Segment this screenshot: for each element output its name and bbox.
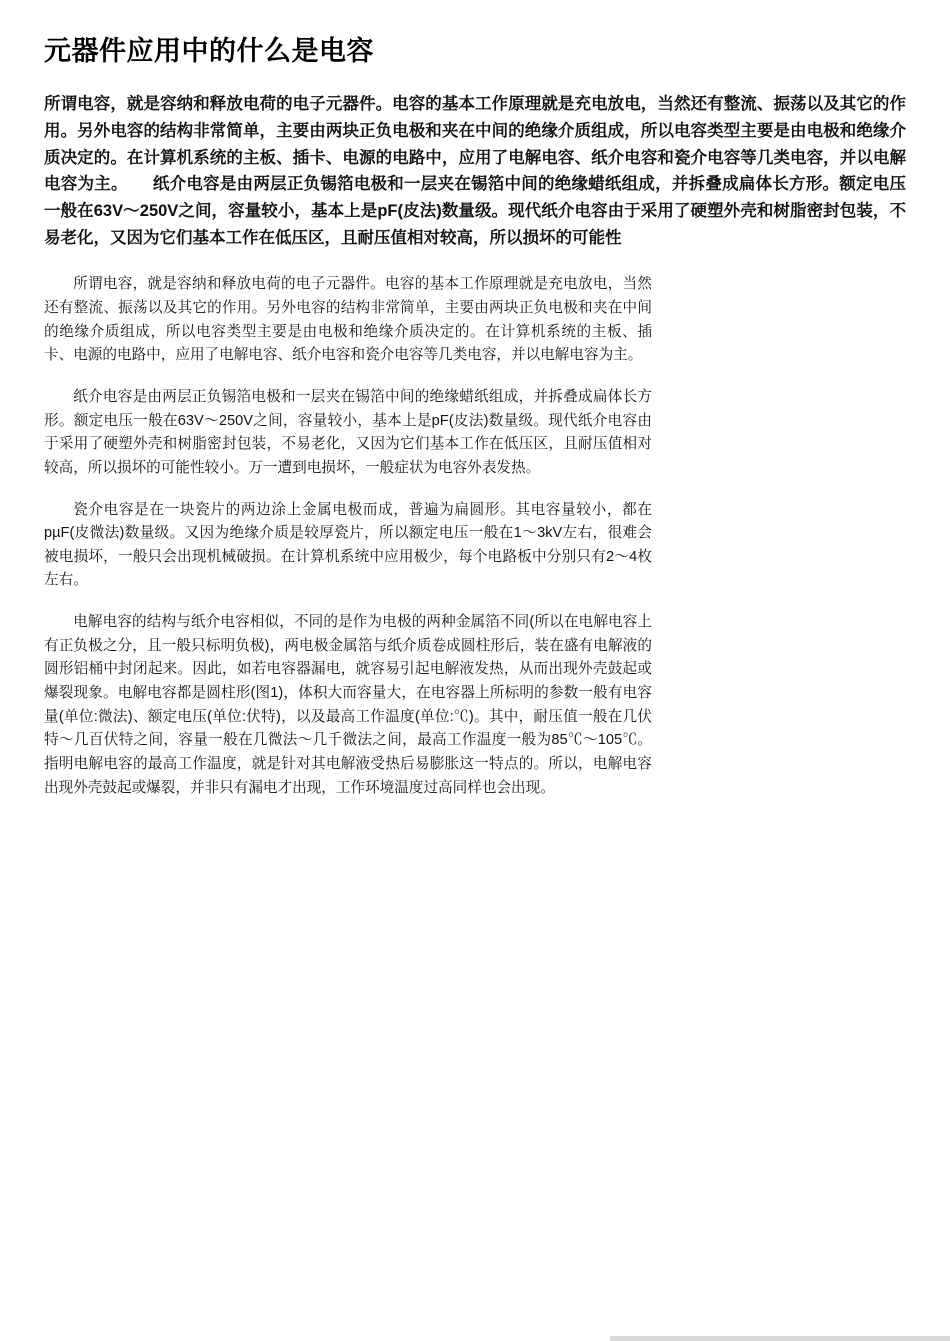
document-lead-paragraph: 所谓电容，就是容纳和释放电荷的电子元器件。电容的基本工作原理就是充电放电，当然还有整流、振荡以及其它的作用。另外电容的结构非常简单，主要由两块正负电极和夹在中间的绝缘介质组成，所以电容类型主要是由电极和绝缘介质决定的。在计算机系统的主板、插卡、电源的电路中，应用了电解电容、纸介电容和瓷介电容等几类电容，并以电解电容为主。 纸介电容是由两层正负锡箔电极和一层夹在锡箔中间的绝缘蜡纸组成，并拆叠成扁体长方形。额定电压一般在63V～250V之间，容量较小，基本上是pF(皮法)数量级。现代纸介电容由于采用了硬塑外壳和树脂密封包装，不易老化，又因为它们基本工作在低压区，且耐压值相对较高，所以损坏的可能性 (44, 95, 906, 247)
paragraph: 电解电容的结构与纸介电容相似，不同的是作为电极的两种金属箔不同(所以在电解电容上有正负极之分，且一般只标明负极)，两电极金属箔与纸介质卷成圆柱形后，装在盛有电解液的圆形铝桶中封闭起来。因此，如若电容器漏电，就容易引起电解液发热，从而出现外壳鼓起或爆裂现象。电解电容都是圆柱形(图1)，体积大而容量大，在电容器上所标明的参数一般有电容量(单位:微法)、额定电压(单位:伏特)，以及最高工作温度(单位:℃)。其中，耐压值一般在几伏特～几百伏特之间，容量一般在几微法～几千微法之间，最高工作温度一般为85℃～105℃。指明电解电容的最高工作温度，就是针对其电解液受热后易膨胀这一特点的。所以，电解电容出现外壳鼓起或爆裂，并非只有漏电才出现，工作环境温度过高同样也会出现。 (44, 614, 652, 796)
page-title: 元器件应用中的什么是电容 (44, 36, 374, 66)
page-footer-bar (610, 1336, 950, 1341)
paragraph: 纸介电容是由两层正负锡箔电极和一层夹在锡箔中间的绝缘蜡纸组成，并拆叠成扁体长方形。额定电压一般在63V～250V之间，容量较小，基本上是pF(皮法)数量级。现代纸介电容由于采用了硬塑外壳和树脂密封包装，不易老化，又因为它们基本工作在低压区，且耐压值相对较高，所以损坏的可能性较小。万一遭到电损坏，一般症状为电容外表发热。 (44, 388, 652, 476)
paragraph: 所谓电容，就是容纳和释放电荷的电子元器件。电容的基本工作原理就是充电放电，当然还有整流、振荡以及其它的作用。另外电容的结构非常简单，主要由两块正负电极和夹在中间的绝缘介质组成，所以电容类型主要是由电极和绝缘介质决定的。在计算机系统的主板、插卡、电源的电路中，应用了电解电容、纸介电容和瓷介电容等几类电容，并以电解电容为主。 (44, 276, 652, 364)
document-body (44, 273, 652, 800)
paragraph: 瓷介电容是在一块瓷片的两边涂上金属电极而成，普遍为扁圆形。其电容量较小，都在pµF(皮微法)数量级。又因为绝缘介质是较厚瓷片，所以额定电压一般在1～3kV左右，很难会被电损坏，一般只会出现机械破损。在计算机系统中应用极少，每个电路板中分别只有2～4枚左右。 (44, 501, 652, 589)
